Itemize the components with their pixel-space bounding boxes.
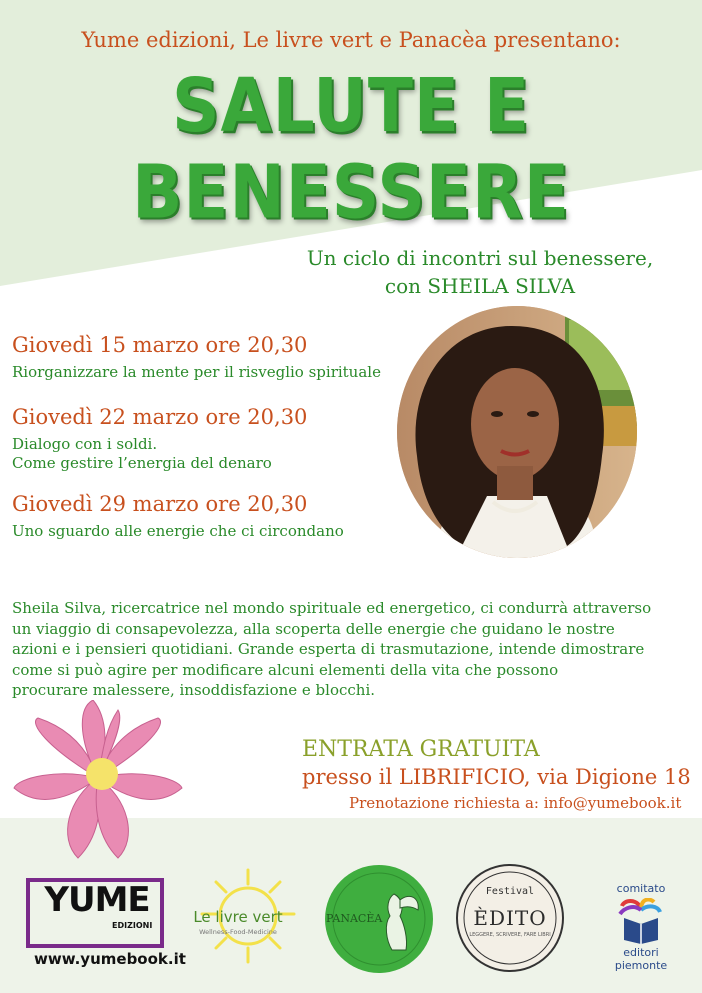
presenters-line: Yume edizioni, Le livre vert e Panacèa presentano: bbox=[81, 28, 621, 52]
description-line: Sheila Silva, ricercatrice nel mondo spirituale ed energetico, ci condurrà attraverso bbox=[12, 599, 652, 617]
description-line: un viaggio di consapevolezza, alla scoperta delle energie che guidano le nostre bbox=[12, 619, 615, 638]
event-2 bbox=[12, 405, 307, 473]
venue: presso il LIBRIFICIO, via Digione 18 bbox=[302, 765, 691, 789]
event-date: Giovedì 15 marzo ore 20,30 bbox=[12, 333, 308, 357]
event-topic-line: Dialogo con i soldi. bbox=[12, 435, 158, 453]
event-topic: Riorganizzare la mente per il risveglio spirituale bbox=[12, 363, 381, 381]
description-line: come si può agire per modificare alcuni elementi della vita che possono bbox=[12, 660, 559, 679]
page-title: SALUTE E BENESSERE bbox=[132, 62, 570, 236]
speaker-portrait bbox=[397, 306, 637, 558]
comitato-logo-top: comitato bbox=[616, 882, 666, 895]
booking-info: Prenotazione richiesta a: info@yumebook.it bbox=[349, 794, 682, 812]
event-topic bbox=[12, 435, 307, 473]
comitato-logo-bottom: editori piemonte bbox=[614, 946, 668, 972]
edito-logo-name: ÈDITO bbox=[473, 906, 547, 930]
event-3 bbox=[12, 492, 344, 541]
description-line: azioni e i pensieri quotidiani. Grande esperta di trasmutazione, intende dimostrare bbox=[12, 640, 645, 658]
description bbox=[12, 598, 692, 701]
yume-logo-sub: EDIZIONI bbox=[112, 921, 153, 930]
edito-festival: Festival bbox=[485, 886, 535, 897]
yume-url[interactable]: www.yumebook.it bbox=[34, 950, 186, 968]
edito-logo-sub: LEGGERE, SCRIVERE, FARE LIBRI bbox=[469, 932, 551, 938]
portrait-illustration bbox=[397, 306, 637, 558]
free-entry: ENTRATA GRATUITA bbox=[302, 737, 540, 762]
lotus-flower-icon bbox=[12, 700, 184, 860]
event-topic: Uno sguardo alle energie che ci circondano bbox=[12, 522, 344, 540]
livre-vert-logo-name: Le livre vert bbox=[193, 908, 283, 926]
subtitle-line-1: Un ciclo di incontri sul benessere, bbox=[306, 246, 654, 270]
panacea-logo-name: PANACÈA bbox=[326, 912, 383, 925]
event-date: Giovedì 29 marzo ore 20,30 bbox=[12, 492, 308, 516]
livre-vert-logo-sub: Wellness-Food-Medicine bbox=[199, 928, 277, 936]
event-1 bbox=[12, 333, 381, 382]
subtitle-line-2: con SHEILA SILVA bbox=[384, 274, 576, 298]
book-icon bbox=[616, 898, 666, 944]
event-date: Giovedì 22 marzo ore 20,30 bbox=[12, 405, 308, 429]
subtitle bbox=[270, 244, 690, 300]
event-topic-line: Come gestire l’energia del denaro bbox=[12, 454, 272, 472]
description-line: procurare malessere, insoddisfazione e blocchi. bbox=[12, 681, 376, 699]
yume-logo-name: YUME bbox=[44, 880, 150, 920]
